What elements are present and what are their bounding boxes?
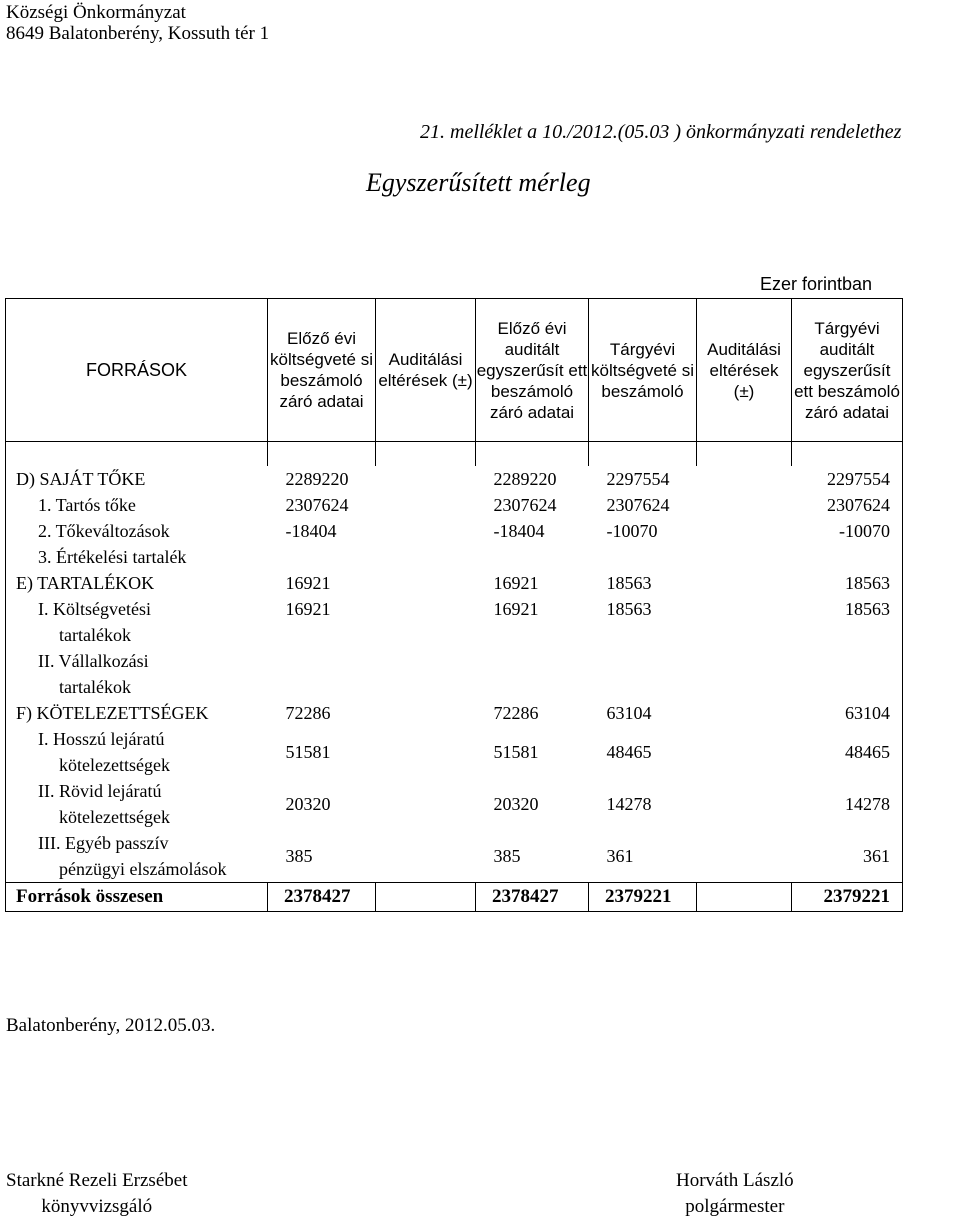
table-row xyxy=(6,648,903,700)
cell-prev-audited: 2307624 xyxy=(493,495,557,515)
column-header-sources: FORRÁSOK xyxy=(6,299,268,442)
cell-curr-audited: 63104 xyxy=(792,700,903,726)
row-label: E) TARTALÉKOK xyxy=(6,570,268,596)
total-curr-audit-diff xyxy=(697,883,792,912)
row-label-line1: I. Hosszú lejáratú xyxy=(38,729,165,749)
cell-curr-budget: 48465 xyxy=(606,742,652,762)
row-label: 1. Tartós tőke xyxy=(6,492,268,518)
row-label-line1: III. Egyéb passzív xyxy=(38,833,169,853)
cell-prev-budget: 2307624 xyxy=(285,495,349,515)
cell-prev-audit-diff xyxy=(376,570,476,596)
cell-prev-audit-diff xyxy=(376,518,476,544)
signature-block-auditor xyxy=(6,1168,187,1220)
cell-curr-budget: 14278 xyxy=(606,794,652,814)
cell-curr-budget xyxy=(589,544,697,570)
table-header-row xyxy=(6,299,903,442)
table-row xyxy=(6,596,903,648)
table-row xyxy=(6,492,903,518)
cell-curr-audited: 2307624 xyxy=(792,492,903,518)
row-label-line2: tartalékok xyxy=(59,625,131,645)
row-label xyxy=(6,830,268,883)
cell-prev-budget: -18404 xyxy=(285,521,337,541)
cell-prev-audited: 20320 xyxy=(493,794,539,814)
row-label-line1: II. Rövid lejáratú xyxy=(38,781,162,801)
cell-prev-audit-diff xyxy=(376,596,476,648)
cell-curr-audited: 361 xyxy=(792,830,903,883)
total-prev-audited: 2378427 xyxy=(476,883,589,912)
column-header-curr-audit-diff: Auditálási eltérések (±) xyxy=(697,299,792,442)
cell-prev-budget: 16921 xyxy=(285,599,331,619)
row-label: D) SAJÁT TŐKE xyxy=(6,466,268,492)
cell-curr-budget: 2297554 xyxy=(606,469,670,489)
row-label: F) KÖTELEZETTSÉGEK xyxy=(6,700,268,726)
cell-prev-budget: 16921 xyxy=(285,573,331,593)
table-row xyxy=(6,830,903,883)
cell-prev-budget: 385 xyxy=(285,846,313,866)
cell-prev-audit-diff xyxy=(376,700,476,726)
organization-address: 8649 Balatonberény, Kossuth tér 1 xyxy=(6,23,270,44)
signer-role: könyvvizsgáló xyxy=(41,1196,153,1217)
cell-prev-audited: 16921 xyxy=(493,573,539,593)
cell-curr-audited: -10070 xyxy=(792,518,903,544)
cell-prev-budget: 51581 xyxy=(285,742,331,762)
cell-curr-audited: 14278 xyxy=(792,778,903,830)
cell-curr-audit-diff xyxy=(697,570,792,596)
cell-prev-audited xyxy=(476,648,589,700)
cell-prev-budget: 72286 xyxy=(285,703,331,723)
signer-role: polgármester xyxy=(685,1196,785,1217)
cell-curr-budget: 18563 xyxy=(606,573,652,593)
row-label xyxy=(6,596,268,648)
cell-curr-audit-diff xyxy=(697,492,792,518)
currency-unit: Ezer forintban xyxy=(760,274,873,294)
cell-curr-audit-diff xyxy=(697,830,792,883)
cell-prev-audited: 51581 xyxy=(493,742,539,762)
organization-name: Községi Önkormányzat xyxy=(6,2,186,23)
cell-curr-audited: 18563 xyxy=(792,570,903,596)
cell-curr-audit-diff xyxy=(697,700,792,726)
row-label-line2: kötelezettségek xyxy=(59,755,170,775)
cell-prev-audit-diff xyxy=(376,492,476,518)
total-row xyxy=(6,883,903,912)
cell-prev-audit-diff xyxy=(376,466,476,492)
signature-block-mayor xyxy=(676,1168,794,1220)
row-label-line1: I. Költségvetési xyxy=(38,599,151,619)
row-label-line1: II. Vállalkozási xyxy=(38,651,149,671)
row-label-line2: pénzügyi elszámolások xyxy=(59,859,227,879)
cell-curr-audit-diff xyxy=(697,544,792,570)
cell-curr-budget: 63104 xyxy=(606,703,652,723)
cell-prev-budget: 20320 xyxy=(285,794,331,814)
table-row xyxy=(6,700,903,726)
spacer-row xyxy=(6,442,903,467)
total-label: Források összesen xyxy=(6,883,268,912)
cell-curr-budget: 2307624 xyxy=(606,495,670,515)
place-and-date: Balatonberény, 2012.05.03. xyxy=(6,1015,216,1036)
row-label-line2: tartalékok xyxy=(59,677,131,697)
row-label xyxy=(6,648,268,700)
cell-curr-budget: 361 xyxy=(606,846,634,866)
row-label: 3. Értékelési tartalék xyxy=(6,544,268,570)
table-row xyxy=(6,544,903,570)
cell-prev-audit-diff xyxy=(376,778,476,830)
cell-curr-audited: 48465 xyxy=(792,726,903,778)
column-header-curr-budget: Tárgyévi költségveté si beszámoló xyxy=(589,299,697,442)
cell-curr-audit-diff xyxy=(697,596,792,648)
total-curr-audited: 2379221 xyxy=(792,883,903,912)
row-label: 2. Tőkeváltozások xyxy=(6,518,268,544)
cell-curr-audited: 2297554 xyxy=(792,466,903,492)
cell-curr-budget: 18563 xyxy=(606,599,652,619)
column-header-prev-audited: Előző évi auditált egyszerűsít ett beszámoló záró adatai xyxy=(476,299,589,442)
column-header-prev-budget: Előző évi költségveté si beszámoló záró adatai xyxy=(268,299,376,442)
cell-prev-audited xyxy=(476,544,589,570)
cell-prev-budget xyxy=(268,544,376,570)
cell-prev-budget xyxy=(268,648,376,700)
cell-prev-audit-diff xyxy=(376,648,476,700)
cell-prev-audit-diff xyxy=(376,544,476,570)
cell-prev-audited: -18404 xyxy=(493,521,545,541)
table-row xyxy=(6,726,903,778)
cell-prev-audit-diff xyxy=(376,726,476,778)
row-label-line2: kötelezettségek xyxy=(59,807,170,827)
cell-curr-audit-diff xyxy=(697,648,792,700)
column-header-curr-audited: Tárgyévi auditált egyszerűsít ett beszámoló záró adatai xyxy=(792,299,903,442)
cell-curr-audit-diff xyxy=(697,778,792,830)
total-curr-budget: 2379221 xyxy=(589,883,697,912)
cell-prev-audited: 385 xyxy=(493,846,521,866)
cell-prev-audited: 16921 xyxy=(493,599,539,619)
table-row xyxy=(6,778,903,830)
total-prev-budget: 2378427 xyxy=(268,883,376,912)
annex-reference: 21. melléklet a 10./2012.(05.03 ) önkormányzati rendelethez xyxy=(420,121,902,143)
cell-curr-audit-diff xyxy=(697,518,792,544)
cell-curr-audited xyxy=(792,648,903,700)
cell-curr-budget: -10070 xyxy=(606,521,658,541)
row-label xyxy=(6,726,268,778)
cell-curr-audit-diff xyxy=(697,726,792,778)
row-label xyxy=(6,778,268,830)
cell-curr-budget xyxy=(589,648,697,700)
cell-prev-audit-diff xyxy=(376,830,476,883)
balance-sheet-table xyxy=(5,298,903,912)
total-prev-audit-diff xyxy=(376,883,476,912)
cell-prev-audited: 2289220 xyxy=(493,469,557,489)
signer-name: Starkné Rezeli Erzsébet xyxy=(6,1170,188,1191)
document-title: Egyszerűsített mérleg xyxy=(366,168,591,197)
table-row xyxy=(6,466,903,492)
cell-prev-audited: 72286 xyxy=(493,703,539,723)
table-row xyxy=(6,570,903,596)
column-header-prev-audit-diff: Auditálási eltérések (±) xyxy=(376,299,476,442)
table-row xyxy=(6,518,903,544)
signer-name: Horváth László xyxy=(676,1170,794,1191)
cell-prev-budget: 2289220 xyxy=(285,469,349,489)
cell-curr-audit-diff xyxy=(697,466,792,492)
cell-curr-audited: 18563 xyxy=(792,596,903,648)
cell-curr-audited xyxy=(792,544,903,570)
